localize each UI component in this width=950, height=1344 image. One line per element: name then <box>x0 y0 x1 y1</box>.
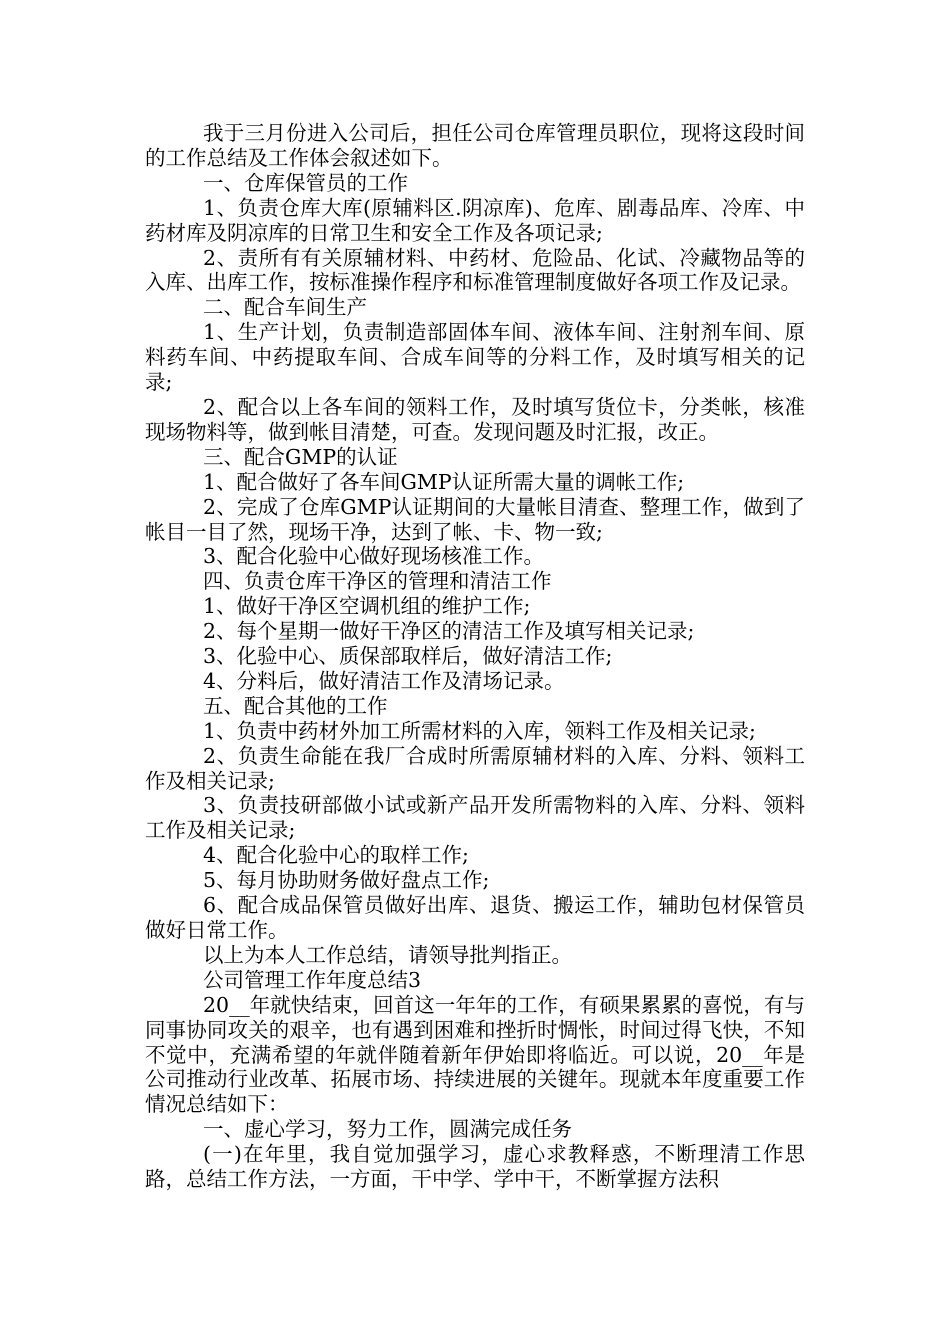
document-page <box>145 121 805 1192</box>
paragraph-item: 4、分料后，做好清洁工作及清场记录。 <box>203 668 565 693</box>
paragraph-item: 1、配合做好了各车间GMP认证所需大量的调帐工作; <box>203 469 685 494</box>
paragraph-closing: 以上为本人工作总结，请领导批判指正。 <box>203 942 572 967</box>
paragraph-item: 2、负责生命能在我厂合成时所需原辅材料的入库、分料、领料工作及相关记录; <box>145 743 805 793</box>
section-heading-workshop-production: 二、配合车间生产 <box>203 295 367 320</box>
section-heading-warehouse-keeper: 一、仓库保管员的工作 <box>203 170 408 195</box>
paragraph-annual-intro: 20__年就快结束，回首这一年年的工作，有硕果累累的喜悦，有与同事协同攻关的艰辛，也有遇到困难和挫折时惆怅，时间过得飞快，不知不觉中，充满希望的年就伴随着新年伊始即将临近。可以说，20__年是公司推动行业改革、拓展市场、持续进展的关键年。现就本年度重要工作情况总结如下： <box>145 992 805 1117</box>
paragraph-item: 4、配合化验中心的取样工作; <box>203 843 469 868</box>
paragraph-item: 2、完成了仓库GMP认证期间的大量帐目清查、整理工作，做到了帐目一目了然，现场干净，达到了帐、卡、物一致; <box>145 494 805 544</box>
paragraph-item: 2、配合以上各车间的领料工作，及时填写货位卡，分类帐，核准现场物料等，做到帐目清楚，可查。发现问题及时汇报，改正。 <box>145 394 805 444</box>
paragraph-item: 1、负责中药材外加工所需材料的入库，领料工作及相关记录; <box>203 718 756 743</box>
paragraph-item: 2、责所有有关原辅材料、中药材、危险品、化试、冷藏物品等的入库、出库工作，按标准操作程序和标准管理制度做好各项工作及记录。 <box>145 245 805 295</box>
section-title-annual-summary-3: 公司管理工作年度总结3 <box>203 967 422 992</box>
section-heading-clean-area: 四、负责仓库干净区的管理和清洁工作 <box>203 569 552 594</box>
paragraph-item: 3、负责技研部做小试或新产品开发所需物料的入库、分料、领料工作及相关记录; <box>145 793 805 843</box>
paragraph-item: 1、生产计划，负责制造部固体车间、液体车间、注射剂车间、原料药车间、中药提取车间、合成车间等的分料工作，及时填写相关的记录; <box>145 320 805 395</box>
section-heading-gmp: 三、配合GMP的认证 <box>203 444 398 469</box>
paragraph-intro: 我于三月份进入公司后，担任公司仓库管理员职位，现将这段时间的工作总结及工作体会叙述如下。 <box>145 121 805 170</box>
paragraph-item: 6、配合成品保管员做好出库、退货、搬运工作，辅助包材保管员做好日常工作。 <box>145 893 805 942</box>
section-heading-other-work: 五、配合其他的工作 <box>203 693 388 718</box>
paragraph-item: 3、化验中心、质保部取样后，做好清洁工作; <box>203 644 613 669</box>
paragraph-item: 1、做好干净区空调机组的维护工作; <box>203 594 531 619</box>
paragraph-item: 2、每个星期一做好干净区的清洁工作及填写相关记录; <box>203 619 695 644</box>
paragraph-item: 5、每月协助财务做好盘点工作; <box>203 868 490 893</box>
paragraph-item: 1、负责仓库大库(原辅料区.阴凉库)、危库、剧毒品库、冷库、中药材库及阴凉库的日常卫生和安全工作及各项记录; <box>145 195 805 245</box>
paragraph-item: 3、配合化验中心做好现场核准工作。 <box>203 544 545 569</box>
paragraph-item: (一)在年里，我自觉加强学习，虚心求教释惑，不断理清工作思路，总结工作方法，一方面，干中学、学中干，不断掌握方法积 <box>145 1142 805 1192</box>
section-heading-learning: 一、虚心学习，努力工作，圆满完成任务 <box>203 1117 572 1142</box>
